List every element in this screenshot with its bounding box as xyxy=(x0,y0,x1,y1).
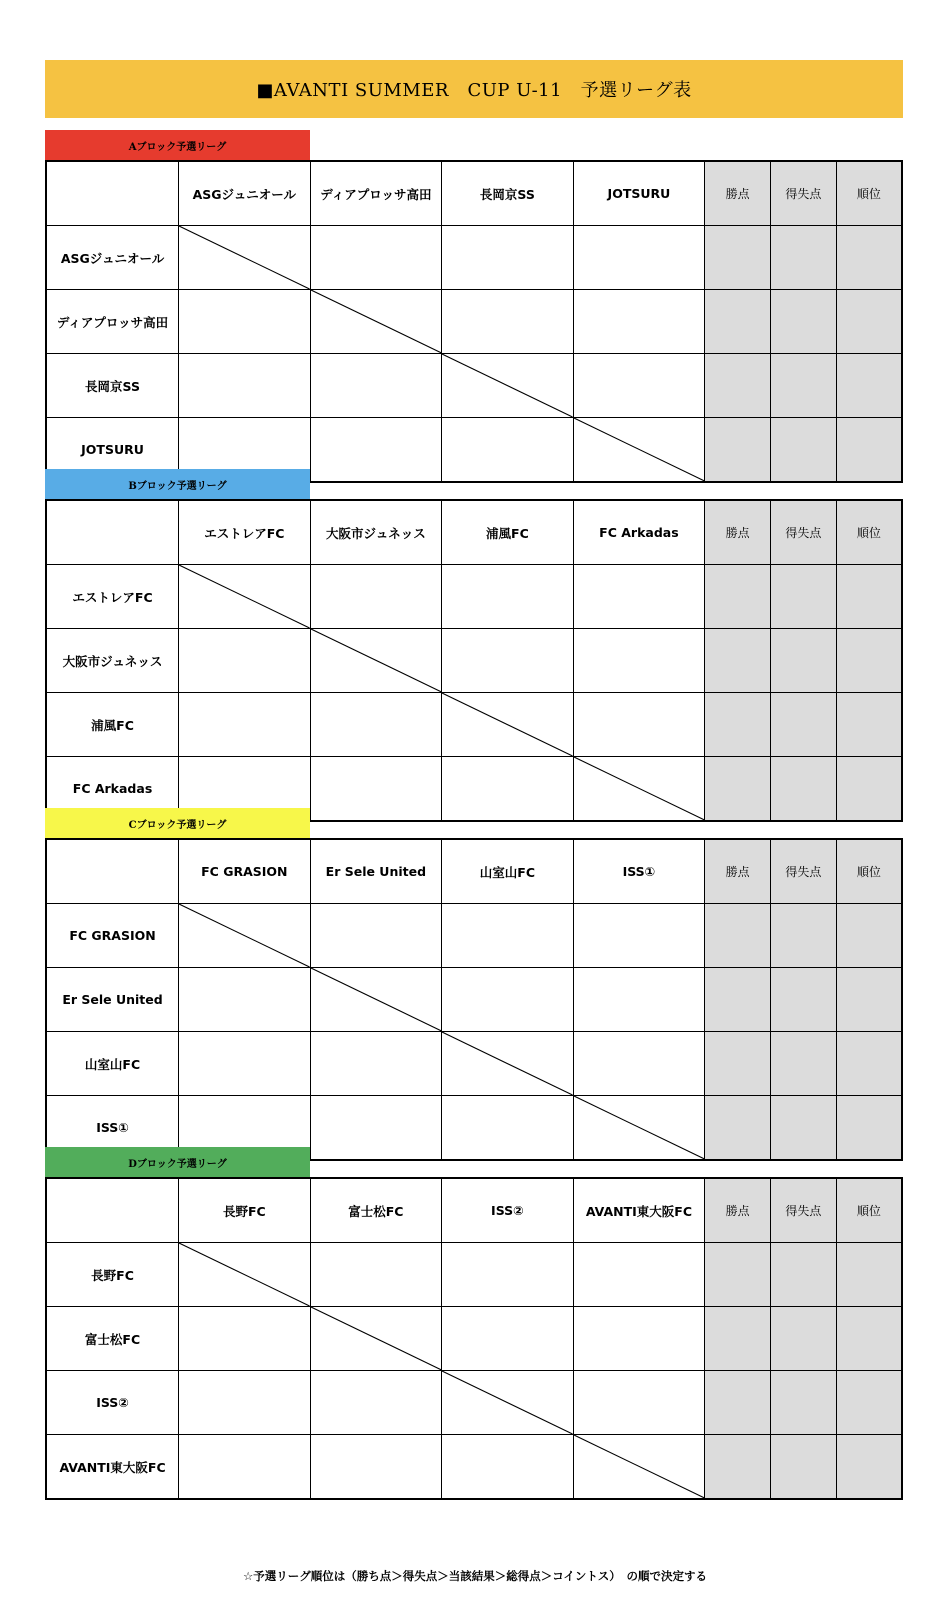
diagonal-cell xyxy=(179,226,311,290)
block-c xyxy=(45,808,903,1161)
stat-header: 順位 xyxy=(836,839,902,904)
match-result-cell[interactable] xyxy=(179,629,311,693)
row-team-label: ISS② xyxy=(46,1371,179,1435)
stat-cell[interactable] xyxy=(770,629,836,693)
match-result-cell[interactable] xyxy=(179,354,311,418)
block-label: Aブロック予選リーグ xyxy=(45,130,310,160)
block-label: Dブロック予選リーグ xyxy=(45,1147,310,1177)
column-team-header: ISS② xyxy=(442,1178,574,1243)
league-table xyxy=(45,499,903,822)
match-result-cell[interactable] xyxy=(310,904,442,968)
stat-cell[interactable] xyxy=(705,290,771,354)
match-result-cell[interactable] xyxy=(442,1243,574,1307)
table-row xyxy=(46,693,902,757)
table-row xyxy=(46,565,902,629)
match-result-cell[interactable] xyxy=(310,1371,442,1435)
match-result-cell[interactable] xyxy=(573,354,705,418)
diagonal-line xyxy=(179,565,310,628)
match-result-cell[interactable] xyxy=(573,968,705,1032)
stat-cell[interactable] xyxy=(705,354,771,418)
match-result-cell[interactable] xyxy=(179,693,311,757)
league-table xyxy=(45,160,903,483)
stat-cell[interactable] xyxy=(705,565,771,629)
match-result-cell[interactable] xyxy=(310,1435,442,1500)
match-result-cell[interactable] xyxy=(179,1435,311,1500)
stat-cell[interactable] xyxy=(770,1371,836,1435)
match-result-cell[interactable] xyxy=(442,290,574,354)
diagonal-line xyxy=(442,354,573,417)
stat-cell[interactable] xyxy=(705,904,771,968)
diagonal-cell xyxy=(573,1435,705,1500)
block-d xyxy=(45,1147,903,1500)
row-team-label: エストレアFC xyxy=(46,565,179,629)
row-team-label: ASGジュニオール xyxy=(46,226,179,290)
table-row xyxy=(46,226,902,290)
stat-header: 順位 xyxy=(836,161,902,226)
diagonal-cell xyxy=(310,629,442,693)
corner-cell xyxy=(46,161,179,226)
stat-cell[interactable] xyxy=(770,565,836,629)
column-team-header: Er Sele United xyxy=(310,839,442,904)
column-team-header: ISS① xyxy=(573,839,705,904)
block-a xyxy=(45,130,903,483)
table-row xyxy=(46,1243,902,1307)
match-result-cell[interactable] xyxy=(310,226,442,290)
match-result-cell[interactable] xyxy=(573,1032,705,1096)
stat-cell[interactable] xyxy=(836,1371,902,1435)
stat-cell[interactable] xyxy=(836,565,902,629)
column-team-header: 浦風FC xyxy=(442,500,574,565)
stat-cell[interactable] xyxy=(770,354,836,418)
match-result-cell[interactable] xyxy=(573,693,705,757)
diagonal-line xyxy=(179,904,310,967)
column-team-header: ディアプロッサ高田 xyxy=(310,161,442,226)
diagonal-line xyxy=(311,290,442,353)
corner-cell xyxy=(46,500,179,565)
column-team-header: 大阪市ジュネッス xyxy=(310,500,442,565)
row-team-label: 浦風FC xyxy=(46,693,179,757)
diagonal-line xyxy=(311,1307,442,1370)
column-team-header: 山室山FC xyxy=(442,839,574,904)
diagonal-cell xyxy=(179,904,311,968)
stat-cell[interactable] xyxy=(705,693,771,757)
diagonal-cell xyxy=(442,693,574,757)
stat-cell[interactable] xyxy=(705,1371,771,1435)
match-result-cell[interactable] xyxy=(573,1243,705,1307)
diagonal-line xyxy=(179,226,310,289)
stat-cell[interactable] xyxy=(770,693,836,757)
stat-header: 得失点 xyxy=(770,500,836,565)
diagonal-line xyxy=(442,1371,573,1434)
row-team-label: AVANTI東大阪FC xyxy=(46,1435,179,1500)
row-team-label: FC GRASION xyxy=(46,904,179,968)
column-team-header: 長岡京SS xyxy=(442,161,574,226)
row-team-label: 山室山FC xyxy=(46,1032,179,1096)
stat-cell[interactable] xyxy=(770,1243,836,1307)
row-team-label: 長野FC xyxy=(46,1243,179,1307)
league-table xyxy=(45,1177,903,1500)
match-result-cell[interactable] xyxy=(442,968,574,1032)
stat-header: 勝点 xyxy=(705,161,771,226)
stat-cell[interactable] xyxy=(705,226,771,290)
stat-cell[interactable] xyxy=(836,629,902,693)
match-result-cell[interactable] xyxy=(573,904,705,968)
row-team-label: 長岡京SS xyxy=(46,354,179,418)
match-result-cell[interactable] xyxy=(179,290,311,354)
stat-cell[interactable] xyxy=(705,629,771,693)
column-team-header: ASGジュニオール xyxy=(179,161,311,226)
stat-cell[interactable] xyxy=(770,226,836,290)
stat-header: 順位 xyxy=(836,1178,902,1243)
column-team-header: JOTSURU xyxy=(573,161,705,226)
column-team-header: 富士松FC xyxy=(310,1178,442,1243)
stat-cell[interactable] xyxy=(836,354,902,418)
stat-cell[interactable] xyxy=(705,968,771,1032)
corner-cell xyxy=(46,839,179,904)
row-team-label: ディアプロッサ高田 xyxy=(46,290,179,354)
table-row xyxy=(46,904,902,968)
match-result-cell[interactable] xyxy=(310,354,442,418)
row-team-label: Er Sele United xyxy=(46,968,179,1032)
corner-cell xyxy=(46,1178,179,1243)
match-result-cell[interactable] xyxy=(310,1032,442,1096)
stat-cell[interactable] xyxy=(836,1307,902,1371)
match-result-cell[interactable] xyxy=(442,1307,574,1371)
table-row xyxy=(46,290,902,354)
match-result-cell[interactable] xyxy=(573,226,705,290)
match-result-cell[interactable] xyxy=(573,629,705,693)
diagonal-cell xyxy=(442,354,574,418)
stat-header: 得失点 xyxy=(770,1178,836,1243)
match-result-cell[interactable] xyxy=(442,629,574,693)
stat-cell[interactable] xyxy=(836,1435,902,1500)
stat-cell[interactable] xyxy=(705,1307,771,1371)
match-result-cell[interactable] xyxy=(179,1307,311,1371)
diagonal-line xyxy=(179,1243,310,1306)
stat-cell[interactable] xyxy=(705,1032,771,1096)
ranking-note: ☆予選リーグ順位は（勝ち点＞得失点＞当該結果＞総得点＞コイントス） の順で決定する xyxy=(242,1569,708,1583)
match-result-cell[interactable] xyxy=(310,565,442,629)
stat-cell[interactable] xyxy=(770,904,836,968)
stat-cell[interactable] xyxy=(770,1032,836,1096)
table-row xyxy=(46,1032,902,1096)
page-title: ■AVANTI SUMMER CUP U-11 予選リーグ表 xyxy=(45,60,903,118)
table-row xyxy=(46,1371,902,1435)
stat-header: 得失点 xyxy=(770,839,836,904)
match-result-cell[interactable] xyxy=(179,1371,311,1435)
stat-cell[interactable] xyxy=(770,1307,836,1371)
column-team-header: AVANTI東大阪FC xyxy=(573,1178,705,1243)
column-team-header: FC Arkadas xyxy=(573,500,705,565)
table-row xyxy=(46,1435,902,1500)
row-team-label: 富士松FC xyxy=(46,1307,179,1371)
block-label: Bブロック予選リーグ xyxy=(45,469,310,499)
table-row xyxy=(46,968,902,1032)
column-team-header: FC GRASION xyxy=(179,839,311,904)
match-result-cell[interactable] xyxy=(179,1032,311,1096)
league-table xyxy=(45,838,903,1161)
diagonal-cell xyxy=(442,1371,574,1435)
table-row xyxy=(46,354,902,418)
table-row xyxy=(46,1307,902,1371)
stat-cell[interactable] xyxy=(770,290,836,354)
match-result-cell[interactable] xyxy=(573,1307,705,1371)
match-result-cell[interactable] xyxy=(310,1243,442,1307)
stat-cell[interactable] xyxy=(705,1243,771,1307)
match-result-cell[interactable] xyxy=(573,565,705,629)
stat-cell[interactable] xyxy=(836,1243,902,1307)
row-team-label: 大阪市ジュネッス xyxy=(46,629,179,693)
stat-cell[interactable] xyxy=(836,226,902,290)
stat-cell[interactable] xyxy=(770,968,836,1032)
match-result-cell[interactable] xyxy=(310,693,442,757)
row-team-label: FC Arkadas xyxy=(46,757,179,822)
diagonal-line xyxy=(311,968,442,1031)
column-team-header: 長野FC xyxy=(179,1178,311,1243)
diagonal-line xyxy=(574,1435,705,1498)
match-result-cell[interactable] xyxy=(442,565,574,629)
stat-cell[interactable] xyxy=(770,1435,836,1500)
block-b xyxy=(45,469,903,822)
match-result-cell[interactable] xyxy=(573,1371,705,1435)
stat-cell[interactable] xyxy=(836,968,902,1032)
diagonal-cell xyxy=(442,1032,574,1096)
diagonal-line xyxy=(442,693,573,756)
match-result-cell[interactable] xyxy=(442,226,574,290)
match-result-cell[interactable] xyxy=(442,904,574,968)
block-label: Cブロック予選リーグ xyxy=(45,808,310,838)
match-result-cell[interactable] xyxy=(573,290,705,354)
match-result-cell[interactable] xyxy=(442,1435,574,1500)
diagonal-line xyxy=(442,1032,573,1095)
diagonal-cell xyxy=(179,565,311,629)
diagonal-line xyxy=(311,629,442,692)
diagonal-cell xyxy=(310,290,442,354)
stat-header: 順位 xyxy=(836,500,902,565)
column-team-header: エストレアFC xyxy=(179,500,311,565)
stat-cell[interactable] xyxy=(836,290,902,354)
diagonal-cell xyxy=(310,968,442,1032)
stat-header: 得失点 xyxy=(770,161,836,226)
table-row xyxy=(46,629,902,693)
stat-cell[interactable] xyxy=(836,904,902,968)
stat-cell[interactable] xyxy=(836,1032,902,1096)
stat-cell[interactable] xyxy=(836,693,902,757)
match-result-cell[interactable] xyxy=(179,968,311,1032)
stat-header: 勝点 xyxy=(705,839,771,904)
row-team-label: JOTSURU xyxy=(46,418,179,483)
row-team-label: ISS① xyxy=(46,1096,179,1161)
stat-header: 勝点 xyxy=(705,1178,771,1243)
diagonal-cell xyxy=(179,1243,311,1307)
diagonal-cell xyxy=(310,1307,442,1371)
stat-header: 勝点 xyxy=(705,500,771,565)
stat-cell[interactable] xyxy=(705,1435,771,1500)
